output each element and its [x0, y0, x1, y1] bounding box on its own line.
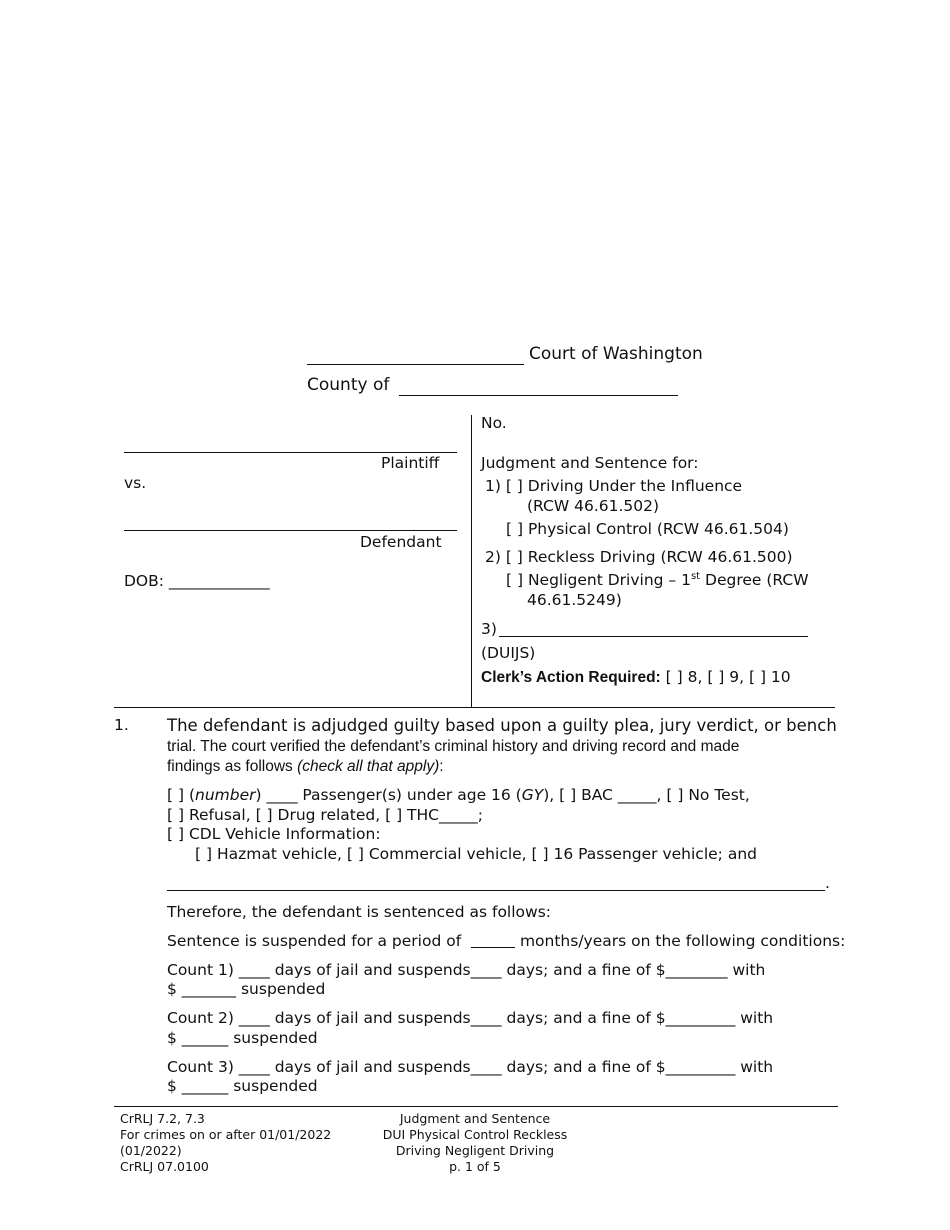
- clerk-action-options[interactable]: [ ] 8, [ ] 9, [ ] 10: [665, 668, 791, 686]
- case-number-label: No.: [481, 414, 507, 432]
- caption-divider: [471, 415, 472, 707]
- caption-bottom-rule: [114, 707, 835, 708]
- defendant-name-blank[interactable]: [124, 530, 457, 531]
- findings-blank-line[interactable]: [167, 890, 825, 891]
- judgment-title: Judgment and Sentence for:: [481, 454, 699, 472]
- count1-suspended[interactable]: $ _______ suspended: [167, 980, 326, 998]
- dob-field[interactable]: DOB: _____________: [124, 572, 270, 590]
- ordinal-superscript: st: [690, 571, 701, 582]
- footer-revision: (01/2022): [120, 1143, 182, 1158]
- checkbox-physical-control[interactable]: [ ] Physical Control (RCW 46.61.504): [506, 520, 789, 538]
- finding-passengers[interactable]: [ ] (number) ____ Passenger(s) under age 16 (GY), [ ] BAC _____, [ ] No Test,: [167, 786, 750, 804]
- other-charge-blank[interactable]: [499, 636, 808, 637]
- count2-sentence[interactable]: Count 2) ____ days of jail and suspends____ days; and a fine of $_________ with: [167, 1009, 774, 1027]
- other-charge-prefix: 3): [481, 620, 497, 638]
- section1-line1: The defendant is adjudged guilty based upon a guilty plea, jury verdict, or bench: [167, 716, 837, 735]
- plaintiff-label: Plaintiff: [381, 454, 440, 472]
- plaintiff-name-blank[interactable]: [124, 452, 457, 453]
- case-code: (DUIJS): [481, 644, 536, 662]
- count3-suspended[interactable]: $ ______ suspended: [167, 1077, 318, 1095]
- negligent-rcw: 46.61.5249): [527, 591, 622, 609]
- footer-form-number: CrRLJ 07.0100: [120, 1159, 209, 1174]
- section-number: 1.: [114, 716, 129, 734]
- court-name-blank[interactable]: [307, 364, 524, 365]
- section1-line2: trial. The court verified the defendant’s criminal history and driving record and made: [167, 738, 740, 755]
- finding-cdl[interactable]: [ ] CDL Vehicle Information:: [167, 825, 381, 843]
- page-number: p. 1 of 5: [449, 1159, 501, 1174]
- dui-rcw: (RCW 46.61.502): [527, 497, 660, 515]
- count3-sentence[interactable]: Count 3) ____ days of jail and suspends____ days; and a fine of $_________ with: [167, 1058, 774, 1076]
- defendant-label: Defendant: [360, 533, 442, 551]
- footer-applicability: For crimes on or after 01/01/2022: [120, 1127, 332, 1142]
- county-label: County of: [307, 375, 390, 395]
- footer-title-1: Judgment and Sentence: [399, 1111, 551, 1126]
- finding-refusal[interactable]: [ ] Refusal, [ ] Drug related, [ ] THC_____;: [167, 806, 483, 824]
- checkbox-negligent-driving[interactable]: [ ] Negligent Driving – 1st Degree (RCW: [506, 571, 809, 590]
- clerk-action[interactable]: [481, 668, 791, 687]
- vs-label: vs.: [124, 474, 147, 492]
- court-label: Court of Washington: [529, 344, 703, 364]
- suspension-period-blank[interactable]: [471, 933, 515, 948]
- footer-title-2: DUI Physical Control Reckless: [382, 1127, 568, 1142]
- footer-rule-ref: CrRLJ 7.2, 7.3: [120, 1111, 205, 1126]
- suspension-period[interactable]: Sentence is suspended for a period of months/years on the following conditions:: [167, 932, 846, 950]
- clerk-action-label: Clerk’s Action Required:: [481, 669, 661, 686]
- checkbox-reckless-driving[interactable]: 2) [ ] Reckless Driving (RCW 46.61.500): [485, 548, 793, 566]
- count1-sentence[interactable]: Count 1) ____ days of jail and suspends____ days; and a fine of $________ with: [167, 961, 766, 979]
- footer-title-3: Driving Negligent Driving: [395, 1143, 555, 1158]
- checkbox-dui[interactable]: 1) [ ] Driving Under the Influence: [485, 477, 743, 495]
- county-name-blank[interactable]: [399, 395, 678, 396]
- count2-suspended[interactable]: $ ______ suspended: [167, 1029, 318, 1047]
- findings-period: .: [825, 874, 830, 892]
- finding-vehicle-types[interactable]: [ ] Hazmat vehicle, [ ] Commercial vehicle, [ ] 16 Passenger vehicle; and: [195, 845, 757, 863]
- therefore-text: Therefore, the defendant is sentenced as follows:: [167, 903, 551, 921]
- footer-rule: [114, 1106, 838, 1107]
- section1-line3: findings as follows (check all that apply):: [167, 758, 444, 775]
